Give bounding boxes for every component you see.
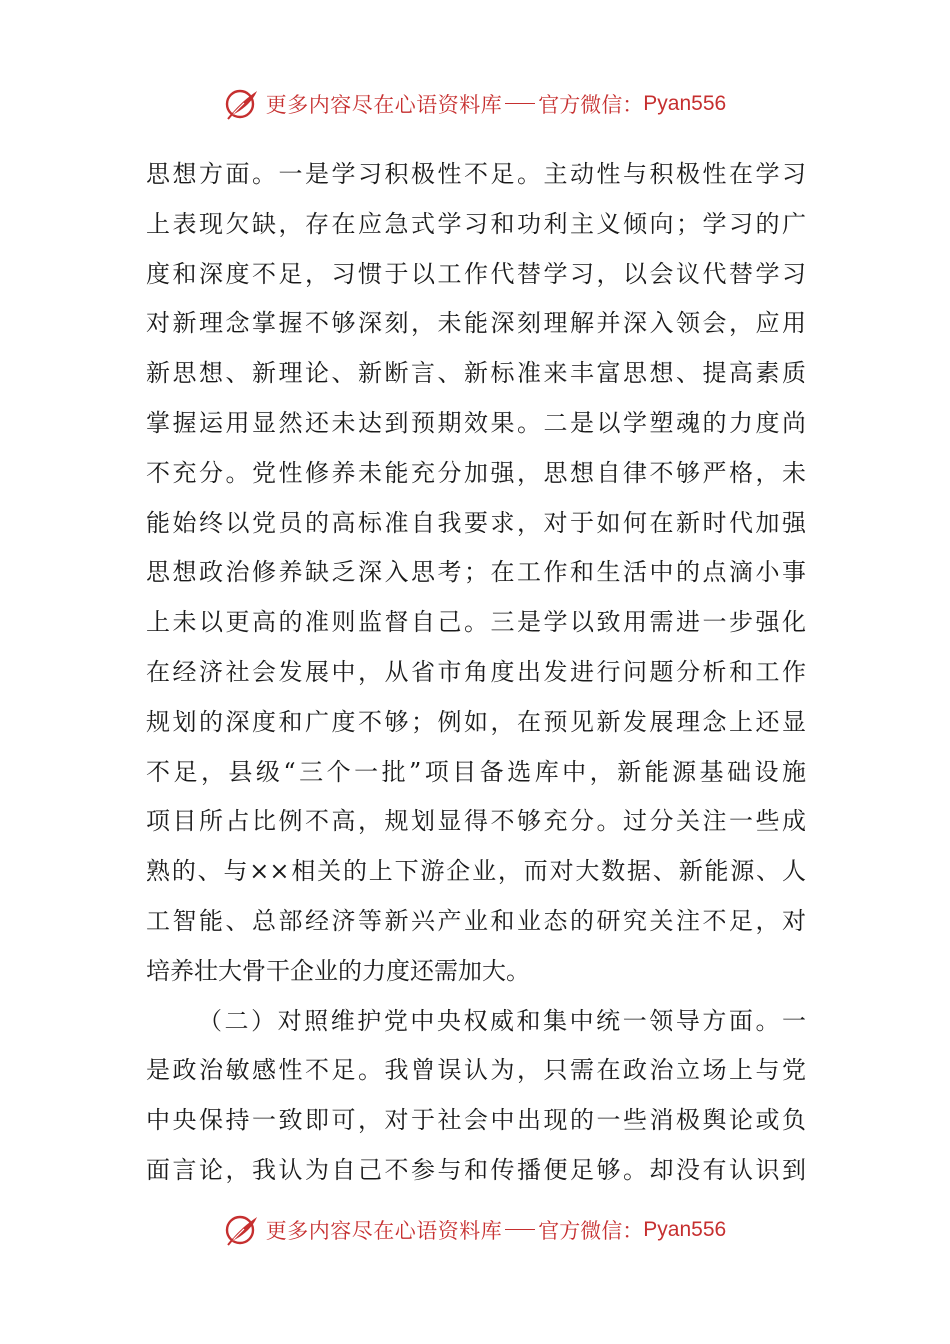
text-line: 对新理念掌握不够深刻，未能深刻理解并深入领会，应用 xyxy=(146,309,806,338)
text-line: 在经济社会发展中，从省市角度出发进行问题分析和工作 xyxy=(146,657,806,686)
banner-dash-separator xyxy=(505,1229,535,1230)
text-line: 不充分。党性修养未能充分加强，思想自律不够严格，未 xyxy=(146,458,806,487)
text-line: 上未以更高的准则监督自己。三是学以致用需进一步强化 xyxy=(146,608,806,637)
quill-logo-icon xyxy=(224,1212,260,1248)
banner-wechat-id: Pyan556 xyxy=(643,1218,727,1241)
text-line: 不足，县级“三个一批”项目备选库中，新能源基础设施 xyxy=(146,757,806,786)
text-line: 面言论，我认为自己不参与和传播便足够。却没有认识到 xyxy=(146,1155,806,1184)
footer-watermark-banner xyxy=(0,1210,950,1250)
paragraph-end-line: 培养壮大骨干企业的力度还需加大。 xyxy=(146,956,530,985)
text-line: 度和深度不足，习惯于以工作代替学习，以会议代替学习 xyxy=(146,259,806,288)
text-line: 思想方面。一是学习积极性不足。主动性与积极性在学习 xyxy=(146,160,806,188)
quill-logo-icon xyxy=(224,86,260,122)
text-line: 新思想、新理论、新断言、新标准来丰富思想、提高素质 xyxy=(146,359,806,388)
banner-wechat-id: Pyan556 xyxy=(643,92,727,115)
text-line: 是政治敏感性不足。我曾误认为，只需在政治立场上与党 xyxy=(146,1056,806,1085)
text-line: 熟的、与××相关的上下游企业，而对大数据、新能源、人 xyxy=(146,857,806,886)
text-line: 中央保持一致即可，对于社会中出现的一些消极舆论或负 xyxy=(146,1106,806,1135)
text-line: 思想政治修养缺乏深入思考；在工作和生活中的点滴小事 xyxy=(146,558,806,587)
banner-site-text: 更多内容尽在心语资料库 xyxy=(265,1219,503,1243)
text-line: 项目所占比例不高，规划显得不够充分。过分关注一些成 xyxy=(146,807,806,836)
header-watermark-banner xyxy=(0,84,950,124)
banner-wechat-label: 官方微信： xyxy=(538,1219,644,1243)
text-line: 掌握运用显然还未达到预期效果。二是以学塑魂的力度尚 xyxy=(146,408,806,437)
text-line: 工智能、总部经济等新兴产业和业态的研究关注不足，对 xyxy=(146,906,806,935)
text-line: 规划的深度和广度不够；例如，在预见新发展理念上还显 xyxy=(146,707,806,736)
banner-wechat-label: 官方微信： xyxy=(538,93,644,117)
text-line: 上表现欠缺，存在应急式学习和功利主义倾向；学习的广 xyxy=(146,209,806,238)
text-line: 能始终以党员的高标准自我要求，对于如何在新时代加强 xyxy=(146,508,806,537)
section-heading-line: （二）对照维护党中央权威和集中统一领导方面。一 xyxy=(198,1006,806,1035)
document-body xyxy=(146,150,806,1196)
banner-dash-separator xyxy=(505,103,535,104)
banner-site-text: 更多内容尽在心语资料库 xyxy=(265,93,503,117)
